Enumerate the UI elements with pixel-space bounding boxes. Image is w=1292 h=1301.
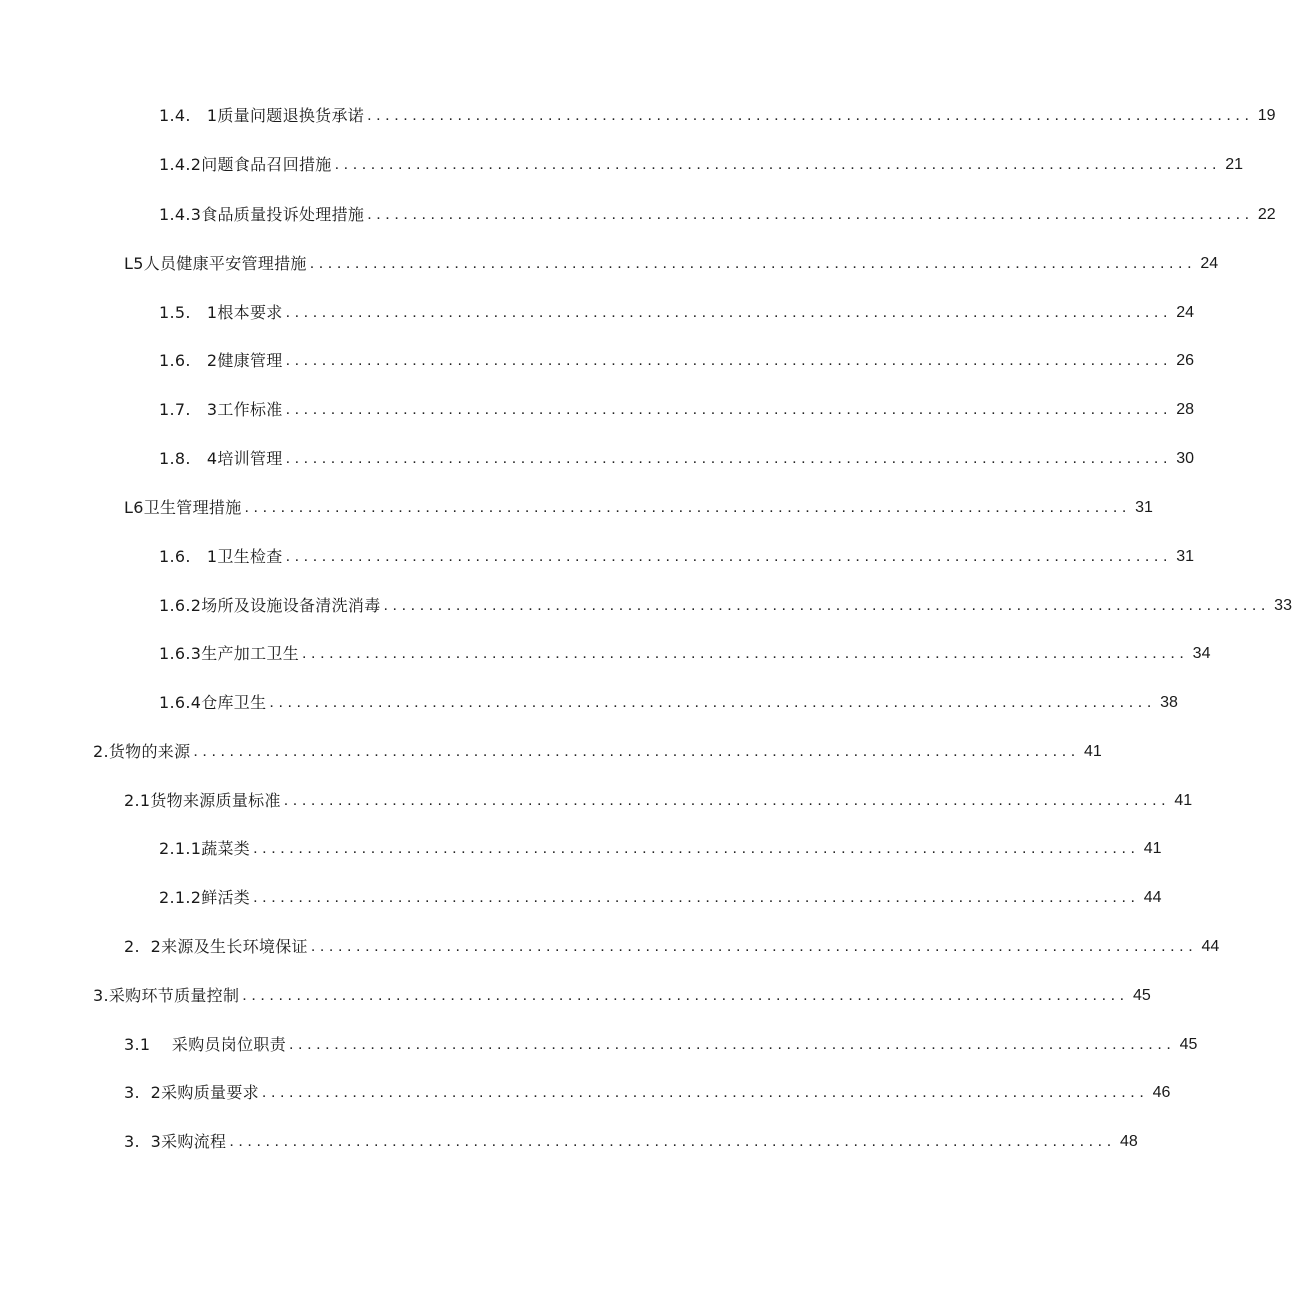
toc-dot-leader: .................................................................................................. (193, 743, 1080, 760)
toc-entry-label: 1.4.2问题食品召回措施 (159, 155, 332, 174)
toc-dot-leader: .................................................................................................. (285, 304, 1173, 321)
toc-page-number: 34 (1192, 645, 1211, 662)
toc-entry[interactable] (93, 983, 1151, 1009)
toc-dot-leader: .................................................................................................. (269, 694, 1156, 711)
toc-dot-leader: .................................................................................................. (367, 107, 1254, 124)
toc-page-number: 26 (1176, 352, 1195, 369)
toc-dot-leader: .................................................................................................. (367, 206, 1254, 223)
toc-page-number: 24 (1200, 255, 1219, 272)
toc-dot-leader: .................................................................................................. (229, 1133, 1116, 1150)
toc-entry[interactable] (124, 1032, 1198, 1058)
toc-dot-leader: .................................................................................................. (253, 889, 1140, 906)
toc-page-number: 28 (1176, 401, 1195, 418)
toc-entry-label: 2.1.2鲜活类 (159, 888, 251, 907)
toc-entry-label: 3. 2采购质量要求 (124, 1083, 259, 1102)
toc-entry-label: 2.1.1蔬菜类 (159, 839, 251, 858)
toc-dot-leader: .................................................................................................. (302, 645, 1189, 662)
toc-dot-leader: .................................................................................................. (383, 597, 1270, 614)
toc-page-number: 41 (1174, 792, 1193, 809)
toc-entry[interactable] (124, 1129, 1138, 1155)
toc-entry[interactable] (159, 544, 1195, 570)
toc-entry-label: 1.6. 1卫生检查 (159, 547, 283, 566)
toc-dot-leader: .................................................................................................. (285, 401, 1173, 418)
toc-entry[interactable] (159, 103, 1276, 129)
toc-dot-leader: .................................................................................................. (309, 255, 1197, 272)
toc-entry[interactable] (124, 495, 1153, 521)
toc-entry[interactable] (159, 885, 1162, 911)
toc-entry-label: 2.1货物来源质量标准 (124, 791, 281, 810)
toc-dot-leader: .................................................................................................. (334, 156, 1222, 173)
toc-entry[interactable] (159, 300, 1195, 326)
toc-entry[interactable] (159, 446, 1195, 472)
toc-entry-label: 1.4.3食品质量投诉处理措施 (159, 205, 365, 224)
toc-entry-label: 1.6. 2健康管理 (159, 351, 283, 370)
toc-entry[interactable] (159, 836, 1162, 862)
toc-entry[interactable] (124, 251, 1219, 277)
toc-page-number: 46 (1152, 1084, 1171, 1101)
toc-dot-leader: .................................................................................................. (261, 1084, 1149, 1101)
toc-entry[interactable] (124, 1080, 1171, 1106)
toc-page-number: 44 (1201, 938, 1220, 955)
toc-page-number: 44 (1143, 889, 1162, 906)
toc-page-number: 45 (1132, 987, 1151, 1004)
toc-entry-label: 3. 3采购流程 (124, 1132, 227, 1151)
toc-page-number: 31 (1176, 548, 1195, 565)
toc-dot-leader: .................................................................................................. (310, 938, 1198, 955)
toc-dot-leader: .................................................................................................. (285, 548, 1173, 565)
toc-page-number: 24 (1176, 304, 1195, 321)
toc-page-number: 41 (1084, 743, 1102, 760)
toc-page-number: 48 (1119, 1133, 1138, 1150)
toc-entry-label: 1.6.3生产加工卫生 (159, 644, 300, 663)
toc-entry[interactable] (93, 739, 1102, 765)
toc-page-number: 41 (1143, 840, 1162, 857)
toc-entry[interactable] (124, 788, 1193, 814)
toc-page-number: 30 (1176, 450, 1195, 467)
toc-entry[interactable] (159, 202, 1276, 228)
toc-entry-label: 1.6.2场所及设施设备清洗消毒 (159, 596, 381, 615)
toc-entry[interactable] (159, 152, 1244, 178)
toc-entry-label: 1.6.4仓库卫生 (159, 693, 267, 712)
toc-dot-leader: .................................................................................................. (285, 352, 1173, 369)
toc-dot-leader: .................................................................................................. (289, 1036, 1176, 1053)
toc-entry[interactable] (159, 641, 1211, 667)
toc-page-number: 19 (1257, 107, 1276, 124)
toc-entry-label: 2.货物的来源 (93, 742, 191, 761)
toc-entry[interactable] (124, 934, 1220, 960)
toc-dot-leader: .................................................................................................. (242, 987, 1129, 1004)
toc-entry-label: 1.7. 3工作标准 (159, 400, 283, 419)
toc-entry-label: 1.8. 4培训管理 (159, 449, 283, 468)
toc-page-number: 33 (1274, 597, 1292, 614)
toc-dot-leader: .................................................................................................. (285, 450, 1173, 467)
toc-entry[interactable] (159, 348, 1195, 374)
toc-dot-leader: .................................................................................................. (253, 840, 1140, 857)
toc-page-number: 22 (1257, 206, 1276, 223)
toc-entry[interactable] (159, 397, 1195, 423)
toc-dot-leader: .................................................................................................. (244, 499, 1131, 516)
toc-page-number: 38 (1160, 694, 1178, 711)
toc-page-number: 21 (1225, 156, 1244, 173)
toc-entry[interactable] (159, 690, 1178, 716)
toc-entry-label: 3.1 采购员岗位职责 (124, 1035, 286, 1054)
toc-entry-label: 2. 2来源及生长环境保证 (124, 937, 308, 956)
toc-entry-label: 3.采购环节质量控制 (93, 986, 240, 1005)
toc-page-number: 45 (1179, 1036, 1198, 1053)
toc-dot-leader: .................................................................................................. (283, 792, 1171, 809)
toc-page-number: 31 (1135, 499, 1153, 516)
toc-entry[interactable] (159, 593, 1292, 619)
toc-entry-label: L6卫生管理措施 (124, 498, 242, 517)
toc-entry-label: 1.5. 1根本要求 (159, 303, 283, 322)
toc-entry-label: 1.4. 1质量问题退换货承诺 (159, 106, 365, 125)
toc-entry-label: L5人员健康平安管理措施 (124, 254, 307, 273)
